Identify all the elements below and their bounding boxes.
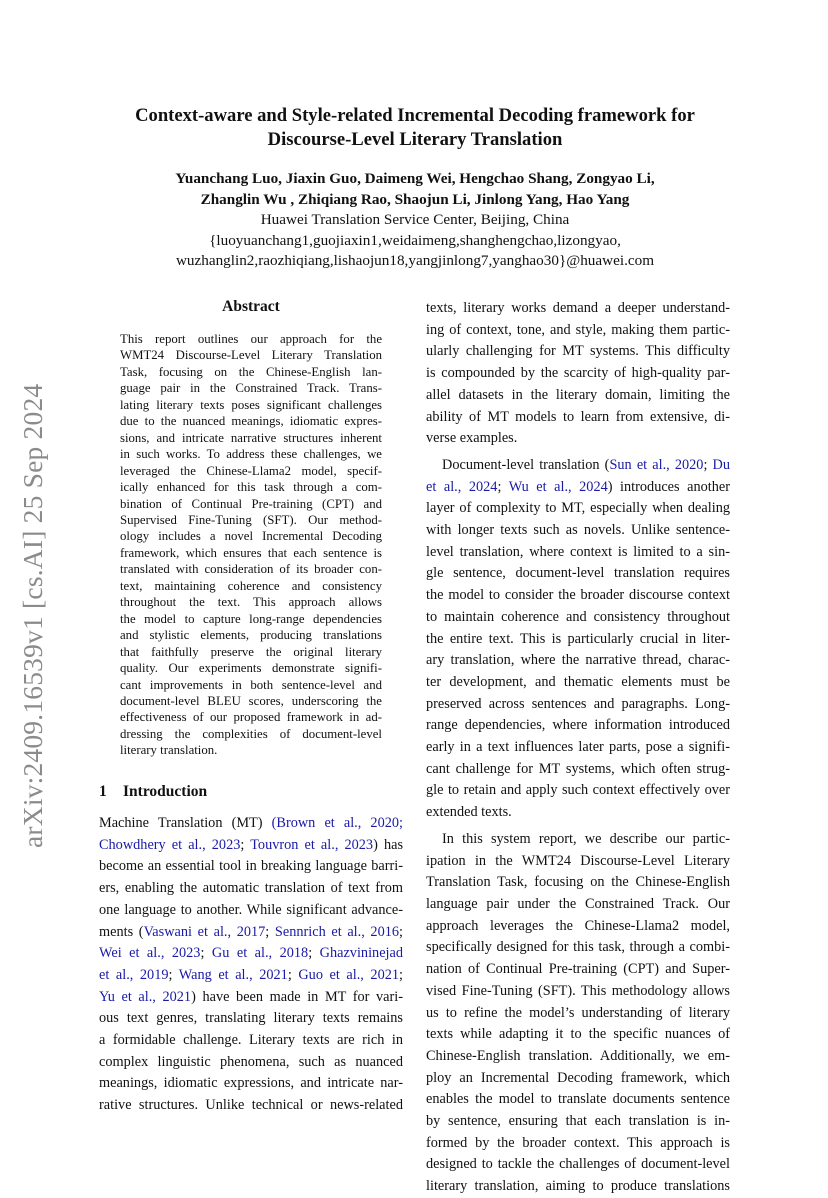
body-text: cant challenge for MT systems, which often strug- [426,760,730,777]
body-line [426,829,730,851]
body-text: preserved across sentences and paragraphs. Long- [426,695,730,712]
body-line [99,1030,403,1052]
abstract-line [120,627,382,643]
body-line [99,813,403,835]
body-line [426,407,730,429]
body-line [99,1052,403,1074]
body-text: specifically designed for this task, through a combi- [426,939,730,956]
abstract-line [120,545,382,561]
body-text: framework, which ensures that each sentence is [120,545,382,560]
body-line [99,943,403,965]
abstract-line [120,677,382,693]
body-text: due to the nuanced meanings, idiomatic expres- [120,414,382,429]
paper-title [100,104,730,152]
abstract-line [120,709,382,725]
body-text: one language to another. While significant advance- [99,901,403,918]
abstract-line [120,644,382,660]
citation-link[interactable]: Gu et al., 2018 [211,945,309,962]
body-text: to maintain coherence and consistency throughout [426,608,730,625]
abstract-line [120,742,382,758]
body-text: ; [168,966,179,983]
body-line [426,1089,730,1111]
body-text: ; [240,836,251,853]
body-text: WMT24 Discourse-Level Literary Translation [120,348,382,363]
body-text: layer of complexity to MT, especially when dealing [426,500,730,517]
body-text: sions, and intricate narrative structures inherent [120,430,382,445]
arxiv-identifier: arXiv:2409.16539v1 [cs.AI] 25 Sep 2024 [17,383,48,848]
body-line [426,320,730,342]
body-text: literary translation. [120,743,218,758]
citation-link[interactable]: Sennrich et al., 2016 [274,923,400,940]
body-text: Machine Translation (MT) [99,815,272,831]
body-line [426,872,730,894]
body-line [426,694,730,716]
body-text: Document-level translation ( [442,456,610,473]
body-text: the entire text. This is particularly crucial in liter- [426,630,730,647]
abstract-line [120,660,382,676]
body-line [426,780,730,802]
body-line [99,878,403,900]
body-line [426,759,730,781]
right-column-text [426,298,730,1198]
body-text: the model to consider the broader discourse context [426,587,730,604]
body-text: range dependencies, where information introduced [426,717,730,734]
body-text: ; [265,923,275,940]
body-line [426,1154,730,1176]
body-text: ; [308,945,320,962]
body-text: ; [703,456,713,473]
body-text: by sentence, ensuring that each translation is in- [426,1113,730,1130]
body-text: early in a text influences later parts, pose a signifi- [426,739,730,756]
body-text: ically enhanced for this task through a com- [120,480,382,495]
arxiv-identifier-stamp [12,372,54,848]
body-text: ers, enabling the automatic translation of text from [99,880,403,897]
body-text: This report outlines our approach for the [120,332,382,346]
citation-link[interactable]: Wang et al., 2021 [178,966,288,983]
body-line [426,498,730,520]
body-text: ; [200,945,212,962]
title-line: Discourse-Level Literary Translation [267,129,563,150]
body-line [426,959,730,981]
citation-link[interactable]: Wu et al., 2024 [508,478,608,495]
body-line [426,341,730,363]
body-text: ing of context, tone, and style, making them partic- [426,321,730,338]
body-text: Supervised Fine-Tuning (SFT). Our method- [120,512,382,527]
citation-link[interactable]: Sun et al., 2020 [609,456,704,473]
abstract-line [120,726,382,742]
body-line [426,894,730,916]
body-text: Task, focusing on the Chinese-English lan- [120,364,382,379]
body-line [99,835,403,857]
citation-link[interactable]: Touvron et al., 2023 [250,836,374,853]
body-line [426,585,730,607]
body-text: ipation in the WMT24 Discourse-Level Literary [426,852,730,869]
body-text: vised Fine-Tuning (SFT). This methodology allows [426,982,730,999]
body-text: complex linguistic phenomena, such as nuanced [99,1053,403,1070]
body-text: level translation, where context is limited to a sin- [426,543,730,560]
body-line [426,542,730,564]
body-text: ; [497,478,509,495]
body-text: verse examples. [426,430,518,447]
body-line [426,298,730,320]
citation-link[interactable]: Guo et al., 2021 [298,966,400,983]
body-line [99,1095,403,1117]
abstract-line [120,380,382,396]
body-line [426,802,730,824]
body-line [426,737,730,759]
abstract-line [120,496,382,512]
body-text: is compounded by the scarcity of high-quality par- [426,365,730,382]
body-text: a formidable challenge. Literary texts are rich in [99,1032,403,1049]
body-text: meanings, idiomatic expressions, and intricate nar- [99,1075,403,1092]
body-text: ) introduces another [607,478,730,495]
body-text: ary translation, where the narrative thread, charac- [426,652,730,669]
section-title: Introduction [123,783,208,800]
body-text: language pair under the Constrained Track. Our [426,895,730,912]
body-text: ology includes a novel Incremental Decoding [120,529,382,544]
body-text: gle to retain and apply such context effectively over [426,782,730,799]
body-text: ) have been made in MT for vari- [191,988,403,1005]
citation-link[interactable]: et al., 2019 [99,966,169,983]
body-text: cant improvements in both sentence-level and [120,677,382,692]
abstract-line [120,693,382,709]
citation-link[interactable]: Wei et al., 2023 [99,945,201,962]
body-line [426,937,730,959]
body-text: dressing the complexities of document-level [120,726,382,741]
body-line [426,1176,730,1198]
body-text: ; [399,966,404,983]
abstract-line [120,430,382,446]
body-text: ability of MT models to learn from extensive, di- [426,408,730,425]
abstract-line [120,446,382,462]
body-text: ularly challenging for MT systems. This difficulty [426,343,730,360]
author-block [100,169,730,272]
abstract-body [120,331,382,759]
body-text: approach leverages the Chinese-Llama2 model, [426,917,730,934]
author-names: Zhanglin Wu , Zhiqiang Rao, Shaojun Li, Jinlong Yang, Hao Yang [200,190,630,208]
abstract-line [120,528,382,544]
body-text: texts while adapting it to the specific nuances of [426,1026,730,1043]
body-text: become an essential tool in breaking language barri- [99,858,403,875]
body-line [426,1024,730,1046]
body-line [426,363,730,385]
abstract-line [120,347,382,363]
body-line [99,987,403,1009]
left-column-text [99,813,403,1117]
body-text: gle sentence, document-level translation requires [426,565,730,582]
citation-link[interactable]: Chowdhery et al., 2023 [99,836,241,853]
body-text: formed by the broader context. This approach is [426,1134,730,1151]
affiliation: Huawei Translation Service Center, Beijing, China [260,211,570,228]
citation-link[interactable]: (Brown et al., 2020; [271,815,403,831]
body-line [426,520,730,542]
body-line [426,1133,730,1155]
citation-link[interactable]: Yu et al., 2021 [99,988,192,1005]
body-text: ploy an Incremental Decoding framework, which [426,1069,730,1086]
body-text: and stylistic elements, producing translations [120,628,382,643]
body-text: in such works. To address these challenges, we [120,447,382,462]
body-text: effectiveness of our proposed framework in ad- [120,710,382,725]
body-line [426,563,730,585]
body-text: ous text genres, translating literary texts remains [99,1010,403,1027]
body-line [426,851,730,873]
abstract-line [120,611,382,627]
body-text: leveraged the Chinese-Llama2 model, specif- [120,463,382,478]
title-line: Context-aware and Style-related Incremental Decoding framework for [135,105,695,126]
body-text: ; [287,966,299,983]
body-text: In this system report, we describe our partic- [442,830,730,847]
body-line [99,1008,403,1030]
body-line [426,629,730,651]
abstract-line [120,397,382,413]
body-line [426,607,730,629]
body-text: that faithfully preserve the original literary [120,644,382,659]
body-line [426,672,730,694]
body-text: rative structures. Unlike technical or news-related [99,1097,403,1114]
author-emails: wuzhanglin2,raozhiqiang,lishaojun18,yangjinlong7,yanghao30}@huawei.com [175,252,655,269]
body-text: quality. Our experiments demonstrate signifi- [120,661,382,676]
body-text: extended texts. [426,804,512,821]
body-line [426,428,730,450]
body-line [426,715,730,737]
body-text: ; [399,923,403,940]
body-text: enables the model to translate documents sentence [426,1091,730,1108]
section-heading [99,782,401,802]
body-text: guage pair in the Constrained Track. Trans- [120,381,382,396]
abstract-line [120,561,382,577]
body-text: with longer texts such as novels. Unlike sentence- [426,522,730,539]
body-line [99,900,403,922]
body-text: Chinese-English translation. Additionally, we em- [426,1047,730,1064]
body-text: text, maintaining coherence and consistency [120,578,382,593]
abstract-line [120,364,382,380]
body-line [426,981,730,1003]
abstract-line [120,578,382,594]
author-names: Yuanchang Luo, Jiaxin Guo, Daimeng Wei, Hengchao Shang, Zongyao Li, [175,170,655,187]
citation-link[interactable]: Ghazvininejad [319,945,404,962]
abstract-line [120,331,382,347]
body-text: bination of Continual Pre-training (CPT) and [120,496,382,511]
body-line [426,1111,730,1133]
body-text: lating literary texts poses significant challenges [120,397,382,412]
citation-link[interactable]: et al., 2024 [426,478,498,495]
body-line [426,1068,730,1090]
author-emails: {luoyuanchang1,guojiaxin1,weidaimeng,shanghengchao,lizongyao, [209,231,621,249]
body-line [426,455,730,477]
body-line [426,650,730,672]
body-line [99,856,403,878]
body-text: nation of Continual Pre-training (CPT) and Super- [426,961,730,978]
body-text: allel datasets in the literary domain, limiting the [426,386,730,403]
abstract-line [120,594,382,610]
body-text: the model to capture long-range dependencies [120,611,382,626]
body-line [99,922,403,944]
body-text: us to refine the model’s understanding of literary [426,1004,730,1021]
abstract-line [120,463,382,479]
abstract-line [120,512,382,528]
body-text: literary translation, aiming to produce translations [426,1178,730,1195]
body-text: translated with consideration of its broader con- [120,562,382,577]
body-line [426,1046,730,1068]
abstract-heading: Abstract [222,298,280,315]
citation-link[interactable]: Vaswani et al., 2017 [143,923,266,940]
body-line [426,385,730,407]
body-text: ter development, and thematic elements must be [426,673,730,690]
body-text: throughout the text. This approach allows [120,595,382,610]
body-text: designed to tackle the challenges of document-level [426,1156,730,1173]
abstract-line [120,479,382,495]
body-line [426,1003,730,1025]
body-text: ments ( [99,923,144,940]
body-line [99,965,403,987]
body-text: texts, literary works demand a deeper understand- [426,300,730,316]
body-text: ) has [373,836,404,853]
body-text: document-level BLEU scores, underscoring the [120,693,382,708]
body-line [99,1073,403,1095]
body-text: Translation Task, focusing on the Chinese-English [426,874,730,891]
section-number: 1 [99,783,107,800]
body-line [426,916,730,938]
citation-link[interactable]: Du [712,456,731,473]
body-line [426,477,730,499]
abstract-line [120,413,382,429]
